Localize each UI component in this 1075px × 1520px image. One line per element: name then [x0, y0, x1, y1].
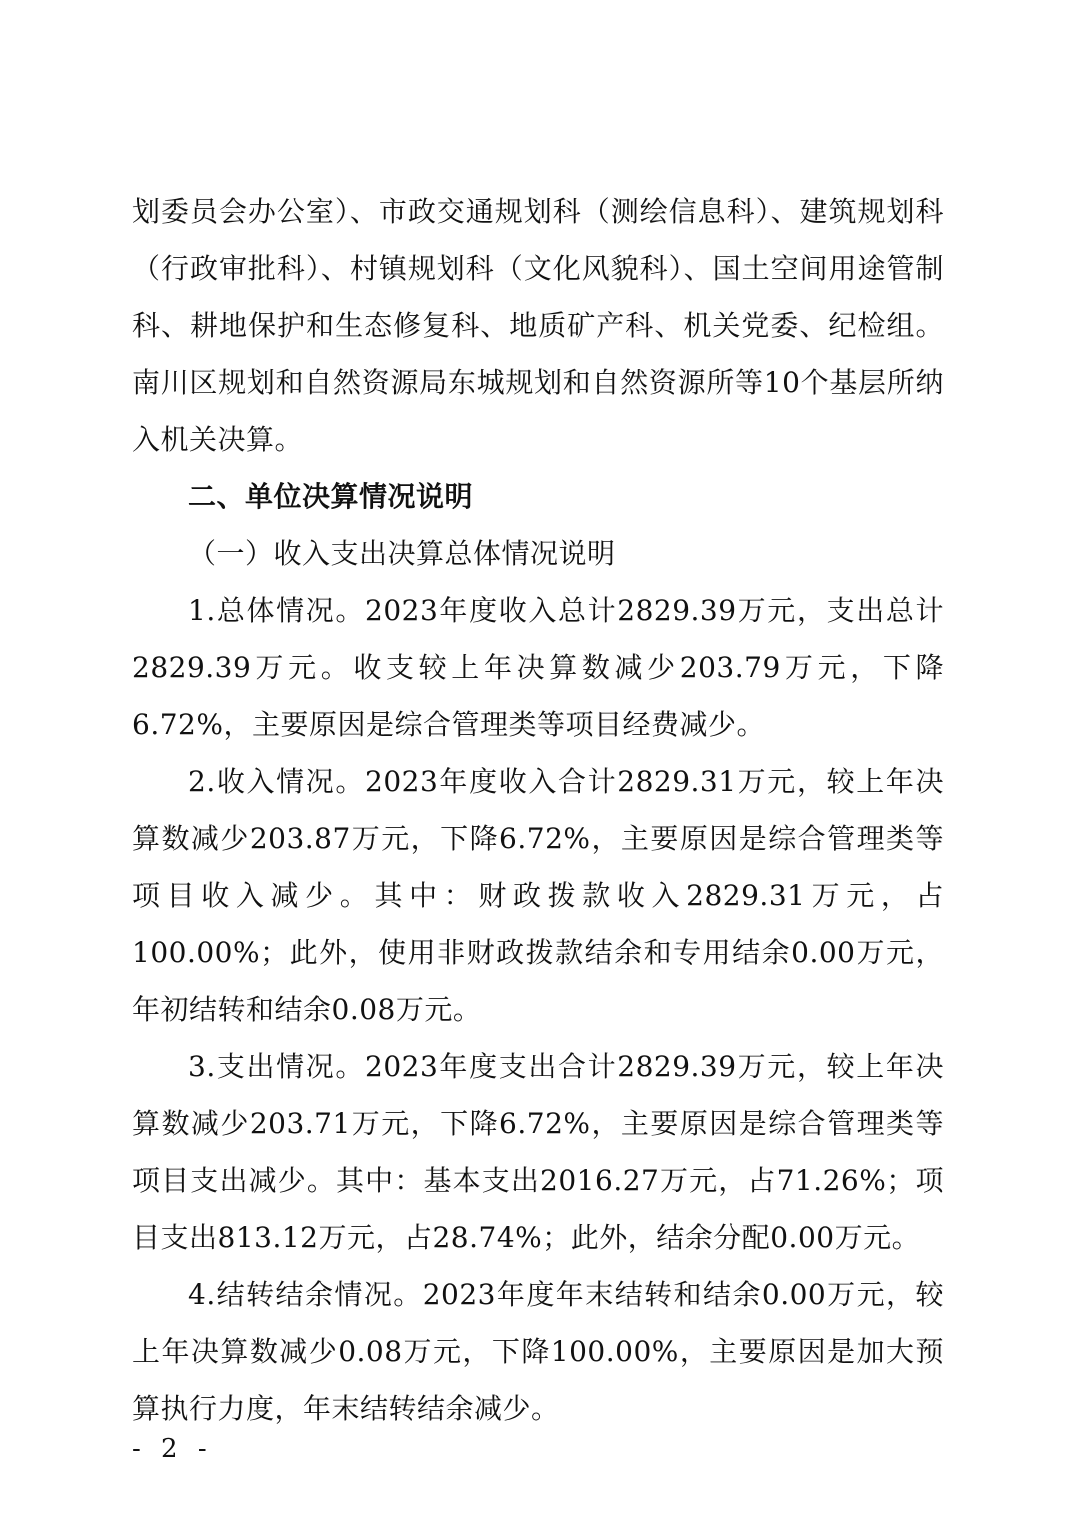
paragraph-expenditure: 3.支出情况。2023年度支出合计2829.39万元，较上年决算数减少203.71万元，下降6.72%，主要原因是综合管理类等项目支出减少。其中：基本支出2016.27万元，占71.26%；项目支出813.12万元，占28.74%；此外，结余分配0.00万元。	[132, 1050, 944, 1254]
section-heading: 二、单位决算情况说明	[188, 480, 474, 513]
paragraph-income: 2.收入情况。2023年度收入合计2829.31万元，较上年决算数减少203.87万元，下降6.72%，主要原因是综合管理类等项目收入减少。其中：财政拨款收入2829.31万元，占100.00%；此外，使用非财政拨款结余和专用结余0.00万元，年初结转和结余0.08万元。	[132, 765, 944, 1026]
paragraph-carryover: 4.结转结余情况。2023年度年末结转和结余0.00万元，较上年决算数减少0.08万元，下降100.00%，主要原因是加大预算执行力度，年末结转结余减少。	[132, 1278, 944, 1425]
document-body	[132, 183, 944, 1437]
page-number: - 2 -	[132, 1434, 213, 1464]
paragraph-overall: 1.总体情况。2023年度收入总计2829.39万元，支出总计2829.39万元。收支较上年决算数减少203.79万元，下降6.72%，主要原因是综合管理类等项目经费减少。	[132, 594, 944, 741]
intro-paragraph: 划委员会办公室）、市政交通规划科（测绘信息科）、建筑规划科（行政审批科）、村镇规划科（文化风貌科）、国土空间用途管制科、耕地保护和生态修复科、地质矿产科、机关党委、纪检组。南川区规划和自然资源局东城规划和自然资源所等10个基层所纳入机关决算。	[132, 195, 944, 456]
subsection-heading: （一）收入支出决算总体情况说明	[188, 537, 616, 570]
